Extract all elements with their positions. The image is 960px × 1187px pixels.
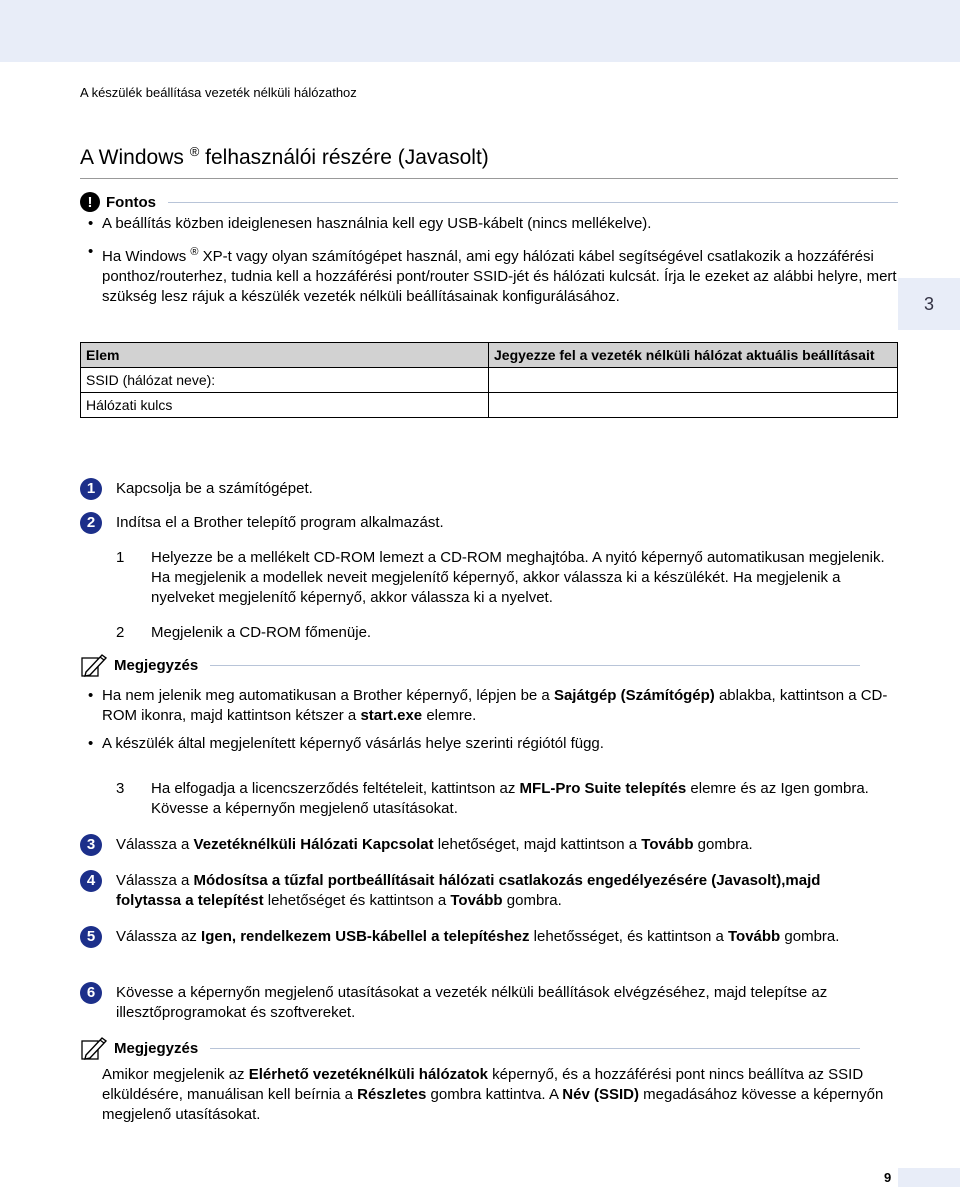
note-list bbox=[88, 686, 898, 754]
table-row bbox=[81, 368, 898, 393]
list-item: • Ha Windows ® XP-t vagy olyan számítógépet használ, ami egy hálózati kábel segítségével csatlakozik a hozzáférési ponthoz/routerhez, tudnia kell a hozzáférési pont/router SSID-jét és hálózati kulcsát. Írja le ezeket az alábbi helyre, mert szükség lesz rájuk a készülék vezeték nélküli beállításainak konfigurálásához. bbox=[88, 243, 897, 305]
pencil-note-icon bbox=[80, 1035, 108, 1061]
network-key-value bbox=[489, 393, 898, 418]
note-text: Amikor megjelenik az Elérhető vezetéknélküli hálózatok képernyő, és a hozzáférési pont nincs beállítva az SSID elküldésére, manuálisan kell beírnia a Részletes gombra kattintva. A Név (SSID) megadásához kövesse a képernyőn megjelenő utasításokat. bbox=[102, 1066, 884, 1123]
step-4: 4 Válassza a Módosítsa a tűzfal portbeállításait hálózati csatlakozás engedélyezésére (Javasolt),majd folytassa a telepítést lehetőséget és kattintson a Tovább gombra. bbox=[80, 871, 886, 911]
chapter-number: 3 bbox=[923, 293, 934, 314]
ssid-value bbox=[489, 368, 898, 393]
important-header bbox=[80, 192, 898, 212]
note-label: Megjegyzés bbox=[114, 1039, 199, 1057]
ssid-label: SSID (hálózat neve): bbox=[81, 368, 489, 393]
step-1: 1 Kapcsolja be a számítógépet. bbox=[80, 479, 886, 500]
step-number-icon: 6 bbox=[80, 982, 102, 1004]
list-item: • A beállítás közben ideiglenesen használnia kell egy USB-kábelt (nincs mellékelve). bbox=[88, 215, 652, 232]
page-tab bbox=[898, 1168, 960, 1187]
step-3: 3 Válassza a Vezetéknélküli Hálózati Kapcsolat lehetőséget, majd kattintson a Tovább gombra. bbox=[80, 835, 886, 856]
table-header-item: Elem bbox=[81, 343, 489, 368]
important-list bbox=[88, 214, 898, 307]
step-5: 5 Válassza az Igen, rendelkezem USB-kábellel a telepítéshez lehetősséget, és kattintson a Tovább gombra. bbox=[80, 927, 886, 948]
network-key-label: Hálózati kulcs bbox=[81, 393, 489, 418]
note-rule bbox=[210, 665, 860, 666]
note-rule bbox=[210, 1048, 860, 1049]
pencil-note-icon bbox=[80, 652, 108, 678]
settings-table bbox=[80, 342, 898, 418]
chapter-tab bbox=[898, 278, 960, 330]
substep-3: 3 Ha elfogadja a licencszerződés feltételeit, kattintson az MFL-Pro Suite telepítés elemre és az Igen gombra. Kövesse a képernyőn megjelenő utasításokat. bbox=[116, 780, 869, 817]
top-band bbox=[0, 0, 960, 62]
step-2: 2 Indítsa el a Brother telepítő program alkalmazást. bbox=[80, 513, 886, 534]
substep-1: 1 Helyezze be a mellékelt CD-ROM lemezt a CD-ROM meghajtóba. A nyitó képernyő automatikusan megjelenik. Ha megjelenik a modellek neveit megjelenítő képernyő, akkor válassza ki a készülékét. Ha megjelenik a nyelveket megjelenítő képernyő, akkor válassza ki a nyelvet. bbox=[116, 549, 885, 606]
important-rule bbox=[168, 202, 898, 203]
table-header-notes: Jegyezze fel a vezeték nélküli hálózat aktuális beállításait bbox=[489, 343, 898, 368]
section-divider bbox=[80, 178, 898, 179]
note-label: Megjegyzés bbox=[114, 656, 199, 674]
list-item: • Ha nem jelenik meg automatikusan a Brother képernyő, lépjen be a Sajátgép (Számítógép) ablakba, kattintson a CD-ROM ikonra, majd kattintson kétszer a start.exe elemre. bbox=[88, 687, 888, 724]
running-header: A készülék beállítása vezeték nélküli hálózathoz bbox=[80, 85, 357, 100]
note-header bbox=[80, 1035, 860, 1061]
step-number-icon: 3 bbox=[80, 834, 102, 856]
exclamation-icon: ! bbox=[80, 192, 100, 212]
substep-2: 2 Megjelenik a CD-ROM főmenüje. bbox=[116, 624, 372, 641]
table-row bbox=[81, 393, 898, 418]
table-header-row bbox=[81, 343, 898, 368]
step-number-icon: 2 bbox=[80, 512, 102, 534]
section-title: A Windows ® felhasználói részére (Javasolt) bbox=[80, 144, 489, 169]
list-item: • A készülék által megjelenített képernyő vásárlás helye szerinti régiótól függ. bbox=[88, 735, 604, 752]
step-number-icon: 1 bbox=[80, 478, 102, 500]
page-number: 9 bbox=[884, 1170, 892, 1185]
note-header bbox=[80, 652, 860, 678]
step-number-icon: 4 bbox=[80, 870, 102, 892]
step-number-icon: 5 bbox=[80, 926, 102, 948]
important-label: Fontos bbox=[106, 193, 156, 211]
step-6: 6 Kövesse a képernyőn megjelenő utasításokat a vezeték nélküli beállítások elvégzéséhez, majd telepítse az illesztőprogramokat és szoftvereket. bbox=[80, 983, 886, 1023]
